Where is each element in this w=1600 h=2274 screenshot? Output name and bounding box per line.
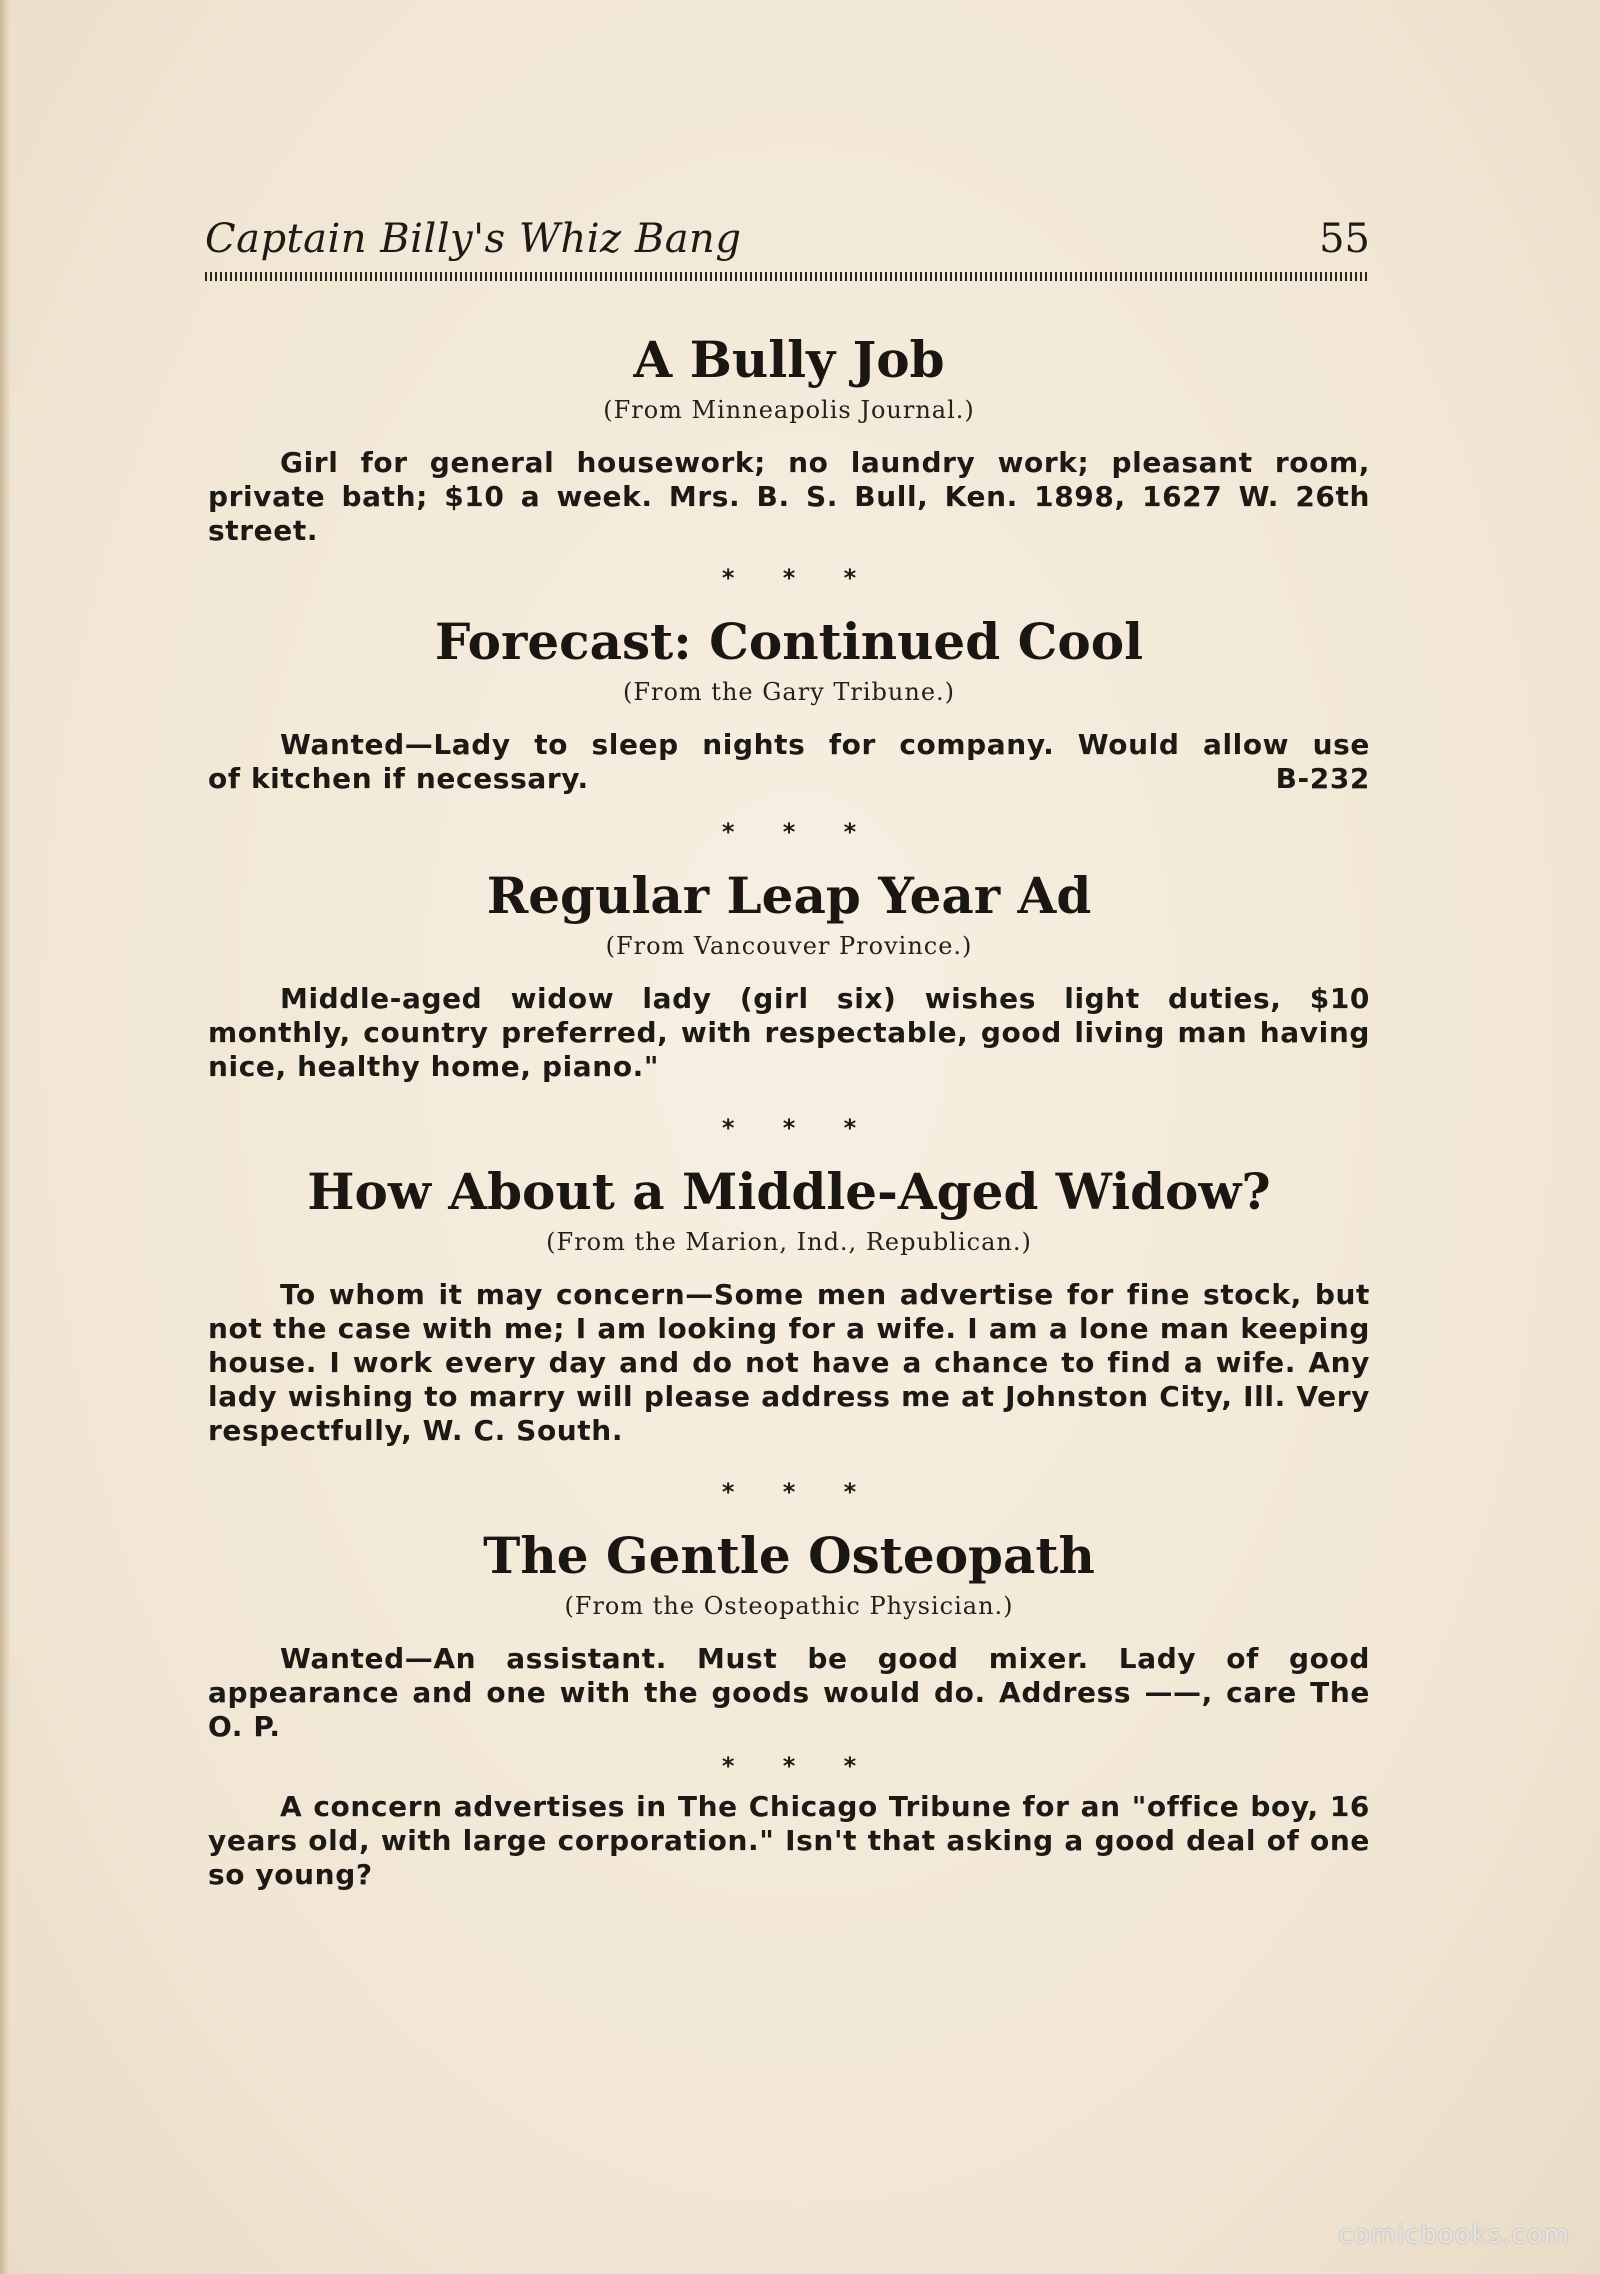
- closing-paragraph: A concern advertises in The Chicago Tribune for an "office boy, 16 years old, with large corporation." Isn't that asking a good deal of one so young?: [208, 1790, 1370, 1891]
- running-head: Captain Billy's Whiz Bang: [205, 216, 742, 262]
- article-title: Regular Leap Year Ad: [486, 866, 1092, 925]
- page-number: 55: [1319, 216, 1370, 262]
- article-title: A Bully Job: [633, 330, 945, 389]
- separator-stars: * * *: [721, 1114, 857, 1142]
- header-rule: [205, 272, 1370, 281]
- page-content: [208, 330, 1370, 1892]
- article-title: Forecast: Continued Cool: [434, 612, 1144, 671]
- article-gentle-osteopath: [208, 1526, 1370, 1744]
- article-body: Girl for general housework; no laundry work; pleasant room, private bath; $10 a week. Mrs. B. S. Bull, Ken. 1898, 1627 W. 26th street.: [208, 446, 1370, 547]
- article-forecast: [208, 612, 1370, 796]
- article-bully-job: [208, 330, 1370, 548]
- separator-stars: * * *: [721, 818, 857, 846]
- separator-stars: * * *: [721, 1478, 857, 1506]
- article-body-last-line: [208, 762, 1370, 796]
- article-title: How About a Middle-Aged Widow?: [307, 1162, 1271, 1221]
- article-title: The Gentle Osteopath: [483, 1526, 1095, 1585]
- article-body-last-left: of kitchen if necessary.: [208, 762, 589, 795]
- article-source: (From the Marion, Ind., Republican.): [546, 1228, 1032, 1256]
- article-middle-aged-widow: [208, 1162, 1370, 1448]
- article-leap-year: [208, 866, 1370, 1084]
- page-binding-edge: [0, 0, 10, 2274]
- article-body: Middle-aged widow lady (girl six) wishes light duties, $10 monthly, country preferred, with respectable, good living man having nice, healthy home, piano.": [208, 982, 1370, 1083]
- article-source: (From Vancouver Province.): [605, 932, 973, 960]
- article-source: (From the Osteopathic Physician.): [564, 1592, 1014, 1620]
- watermark-text: comicbooks.com: [1338, 2220, 1570, 2250]
- article-source: (From Minneapolis Journal.): [603, 396, 975, 424]
- separator-stars: * * *: [721, 1752, 857, 1780]
- separator-stars: * * *: [721, 564, 857, 592]
- article-body: To whom it may concern—Some men advertise for fine stock, but not the case with me; I am looking for a wife. I am a lone man keeping house. I work every day and do not have a chance to find a wife. Any lady wishing to marry will please address me at Johnston City, Ill. Very respectfully, W. C. South.: [208, 1278, 1370, 1447]
- article-body: Wanted—Lady to sleep nights for company. Would allow use: [280, 728, 1370, 761]
- article-source: (From the Gary Tribune.): [622, 678, 956, 706]
- page-header: [205, 216, 1370, 276]
- article-body: Wanted—An assistant. Must be good mixer. Lady of good appearance and one with the goods would do. Address ——, care The O. P.: [208, 1642, 1370, 1743]
- ad-reference-code: B-232: [1275, 762, 1370, 795]
